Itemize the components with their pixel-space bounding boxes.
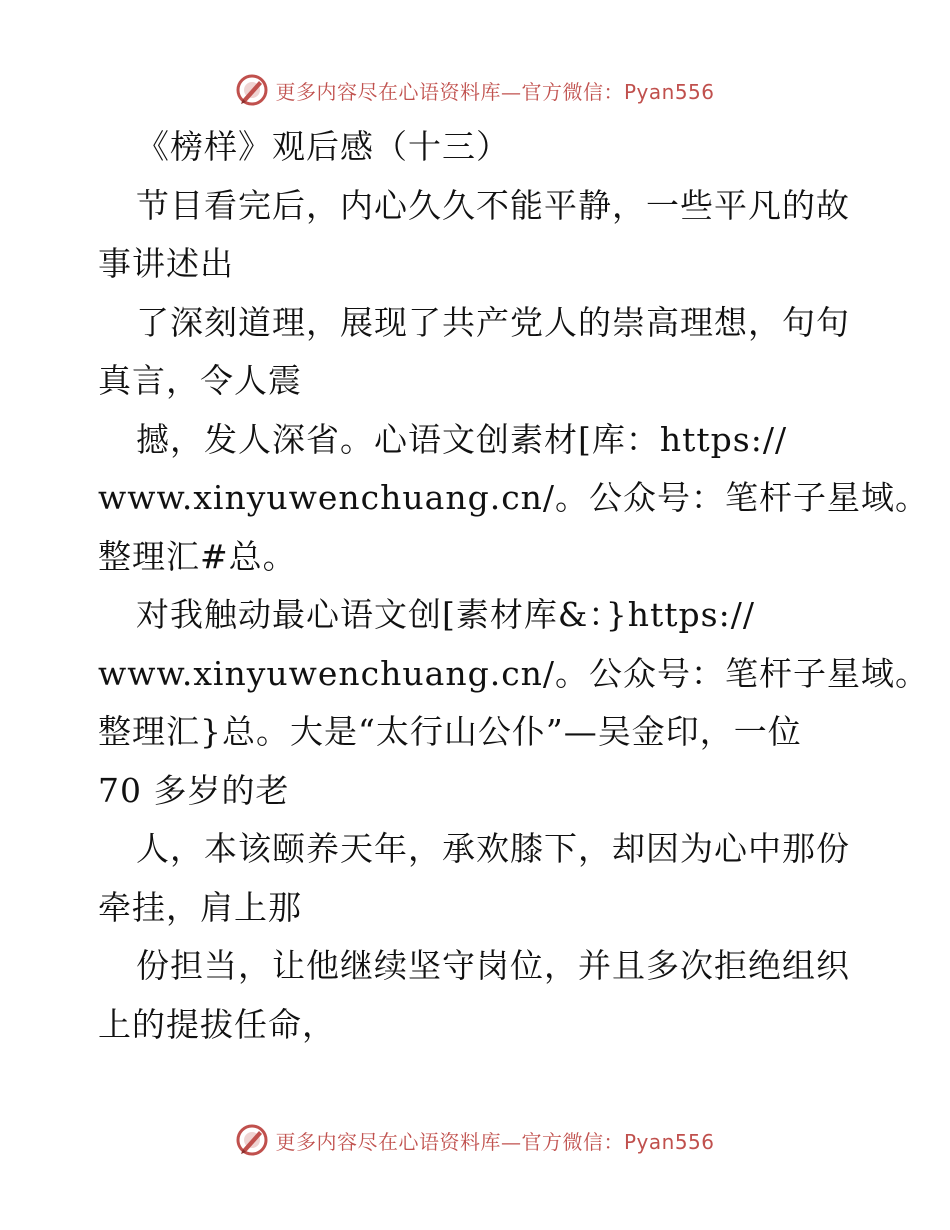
paragraph-line: 整理汇#总。 (98, 536, 297, 576)
pen-logo-icon (235, 1123, 269, 1157)
paragraph-line: 撼，发人深省。心语文创素材[库：https:// (136, 419, 788, 459)
paragraph-line: 整理汇}总。大是“太行山公仆”—吴金印，一位 (98, 712, 802, 751)
header-wechat-id: Pyan556 (623, 79, 715, 104)
footer-wechat-id: Pyan556 (623, 1129, 715, 1154)
paragraph-line: 节目看完后，内心久久不能平静，一些平凡的故 (136, 185, 850, 225)
paragraph-line: 人，本该颐养天年，承欢膝下，却因为心中那份 (136, 829, 850, 868)
header-banner-inner (235, 73, 714, 107)
paragraph-line: 上的提拔任命， (98, 1004, 336, 1044)
paragraph-line: www.xinyuwenchuang.cn/。公众号：笔杆子星域。 (98, 653, 930, 693)
paragraph-line: 真言，令人震 (98, 361, 302, 400)
footer-banner-text: 更多内容尽在心语资料库—官方微信：Pyan556 (275, 1129, 715, 1154)
footer-banner-inner (235, 1123, 714, 1157)
paragraph-line: 70 多岁的老 (98, 770, 290, 810)
header-banner-text: 更多内容尽在心语资料库—官方微信：Pyan556 (275, 79, 715, 104)
paragraph-line: 对我触动最心语文创[素材库&：}https:// (136, 595, 755, 634)
document-body (98, 118, 930, 1054)
paragraph-line: 事讲述出 (98, 244, 234, 283)
pen-logo-icon (235, 73, 269, 107)
header-banner (0, 70, 950, 110)
paragraph-line: 份担当，让他继续坚守岗位，并且多次拒绝组织 (136, 946, 850, 985)
document-title: 《榜样》观后感（十三） (136, 127, 510, 166)
paragraph-line: 了深刻道理，展现了共产党人的崇高理想，句句 (136, 302, 850, 342)
paragraph-line: www.xinyuwenchuang.cn/。公众号：笔杆子星域。 (98, 478, 930, 517)
paragraph-line: 牵挂，肩上那 (98, 887, 302, 927)
footer-banner (0, 1120, 950, 1160)
